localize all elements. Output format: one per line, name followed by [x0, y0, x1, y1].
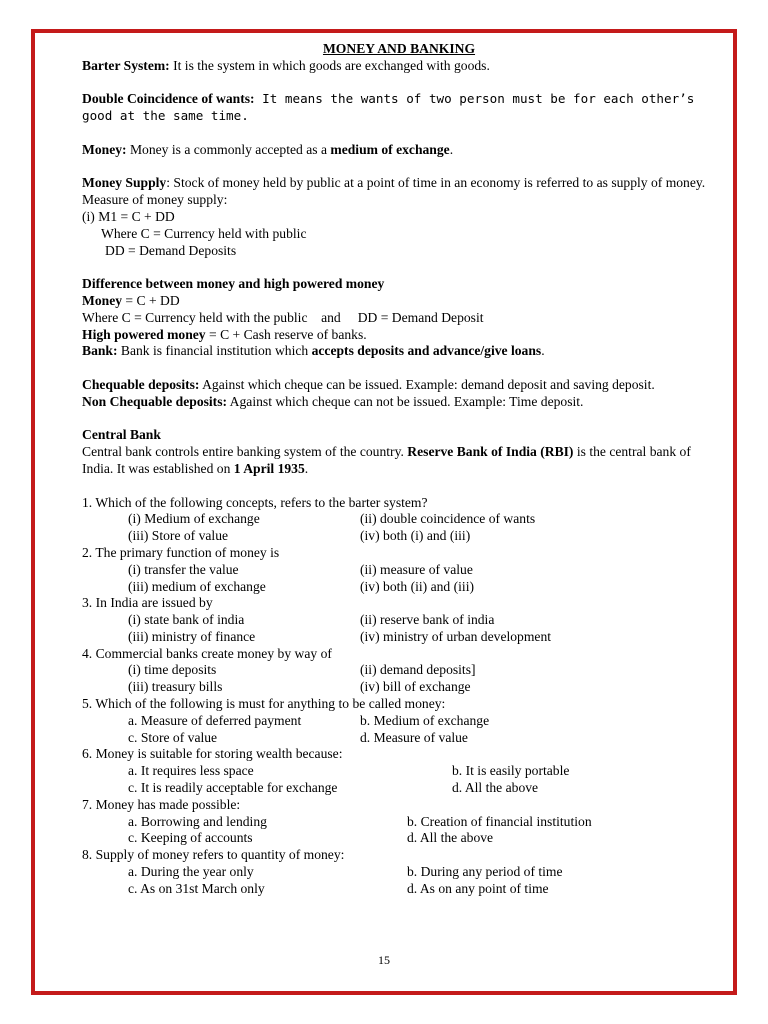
bank-end: . — [541, 343, 545, 359]
money-definition — [82, 142, 716, 159]
option-row — [82, 511, 716, 528]
central-text3: . — [304, 460, 309, 476]
chequable-definition — [82, 377, 716, 394]
question: 1. Which of the following concepts, refers to the barter system? — [82, 494, 428, 510]
option: b. Medium of exchange — [360, 712, 490, 728]
supply-dd: DD = Demand Deposits — [105, 242, 237, 258]
hp-label: High powered money — [82, 326, 206, 342]
option-row — [82, 579, 716, 596]
option-row — [82, 629, 716, 646]
question: 5. Which of the following is must for anything to be called money: — [82, 696, 446, 712]
option: d. Measure of value — [360, 729, 468, 745]
option-row — [82, 713, 716, 730]
option: (i) transfer the value — [128, 561, 239, 577]
option-row — [82, 763, 716, 780]
option-row — [82, 528, 716, 545]
difference-heading-text: Difference between money and high powered money — [82, 276, 385, 292]
money-where: Where C = Currency held with the public and DD = Demand Deposit — [82, 309, 484, 325]
bank-text: Bank is financial institution which — [117, 343, 312, 359]
money-end: . — [449, 141, 454, 157]
option: a. It requires less space — [128, 763, 254, 779]
option: (ii) reserve bank of india — [360, 612, 495, 628]
money-text: Money is a commonly accepted as a — [126, 141, 331, 157]
option-row — [82, 814, 716, 831]
double-coincidence-definition — [82, 91, 716, 125]
option: (iii) Store of value — [128, 528, 229, 544]
option: (iv) bill of exchange — [360, 679, 471, 695]
money-equation — [82, 293, 716, 310]
document-body — [82, 41, 716, 898]
nonchequable-label: Non Chequable deposits: — [82, 393, 228, 409]
option: c. It is readily acceptable for exchange — [128, 780, 338, 796]
option: b. Creation of financial institution — [407, 813, 592, 829]
bank-label: Bank: — [82, 343, 118, 359]
option: a. During the year only — [128, 864, 254, 880]
nonchequable-text: Against which cheque can not be issued. Example: Time deposit. — [227, 393, 584, 409]
option: d. As on any point of time — [407, 880, 549, 896]
question: 8. Supply of money refers to quantity of money: — [82, 847, 345, 863]
question: 2. The primary function of money is — [82, 544, 280, 560]
central-bold1: Reserve Bank of India (RBI) — [407, 444, 574, 460]
option-row — [82, 562, 716, 579]
nonchequable-definition — [82, 394, 716, 411]
money-eq: = C + DD — [122, 292, 180, 308]
option: d. All the above — [407, 830, 494, 846]
question: 7. Money has made possible: — [82, 796, 241, 812]
central-text1: Central bank controls entire banking system of the country. — [82, 444, 408, 460]
option: (ii) measure of value — [360, 561, 473, 577]
option: (iii) medium of exchange — [128, 578, 266, 594]
central-bank-text — [82, 444, 716, 478]
bank-bold: accepts deposits and advance/give loans — [311, 343, 542, 359]
supply-m1: (i) M1 = C + DD — [82, 208, 175, 224]
option: a. Borrowing and lending — [128, 813, 267, 829]
barter-label: Barter System: — [82, 57, 170, 73]
double-label: Double Coincidence of wants: — [82, 91, 255, 107]
option: (iv) ministry of urban development — [360, 628, 552, 644]
option: (ii) demand deposits] — [360, 662, 476, 678]
option-row — [82, 864, 716, 881]
option: a. Measure of deferred payment — [128, 712, 302, 728]
double-text: It means the wants of two person must be for each other’s good at the same time. — [82, 91, 695, 124]
option: c. Keeping of accounts — [128, 830, 253, 846]
supply-where: Where C = Currency held with public — [101, 225, 307, 241]
option: (i) state bank of india — [128, 612, 245, 628]
option-row — [82, 679, 716, 696]
option: (iii) ministry of finance — [128, 628, 256, 644]
option-row — [82, 730, 716, 747]
supply-measure: Measure of money supply: — [82, 192, 228, 208]
chequable-label: Chequable deposits: — [82, 376, 200, 392]
money-supply-definition — [82, 175, 716, 192]
money-label: Money: — [82, 141, 127, 157]
option: (ii) double coincidence of wants — [360, 511, 536, 527]
money-eq-label: Money — [82, 292, 123, 308]
money-bold: medium of exchange — [330, 141, 450, 157]
barter-text: It is the system in which goods are exchanged with goods. — [169, 57, 490, 73]
question-list — [82, 495, 716, 898]
option-row — [82, 780, 716, 797]
central-bold2: 1 April 1935 — [233, 460, 305, 476]
difference-heading — [82, 276, 716, 293]
question: 4. Commercial banks create money by way of — [82, 645, 332, 661]
option: c. Store of value — [128, 729, 218, 745]
question: 6. Money is suitable for storing wealth because: — [82, 746, 343, 762]
option: (iii) treasury bills — [128, 679, 223, 695]
option: (i) time deposits — [128, 662, 217, 678]
option: (i) Medium of exchange — [128, 511, 260, 527]
central-bank-heading — [82, 427, 716, 444]
central-heading-text: Central Bank — [82, 427, 161, 443]
option-row — [82, 830, 716, 847]
page-title: MONEY AND BANKING — [322, 41, 476, 56]
option: d. All the above — [452, 780, 539, 796]
supply-label: Money Supply — [82, 175, 167, 191]
option-row — [82, 881, 716, 898]
bank-definition — [82, 343, 716, 360]
option: (iv) both (i) and (iii) — [360, 528, 471, 544]
option: c. As on 31st March only — [128, 880, 265, 896]
option: b. It is easily portable — [452, 763, 570, 779]
chequable-text: Against which cheque can be issued. Example: demand deposit and saving deposit. — [199, 376, 655, 392]
hp-eq: = C + Cash reserve of banks. — [205, 326, 367, 342]
high-powered-equation — [82, 327, 716, 344]
option-row — [82, 612, 716, 629]
barter-definition — [82, 58, 716, 75]
question: 3. In India are issued by — [82, 595, 213, 611]
supply-text: : Stock of money held by public at a point of time in an economy is referred to as supply of money. — [166, 175, 706, 191]
option: (iv) both (ii) and (iii) — [360, 578, 475, 594]
option: b. During any period of time — [407, 864, 563, 880]
option-row — [82, 662, 716, 679]
central-text2: is the central bank of India. It was established on — [82, 444, 691, 476]
page-number: 15 — [378, 953, 390, 967]
